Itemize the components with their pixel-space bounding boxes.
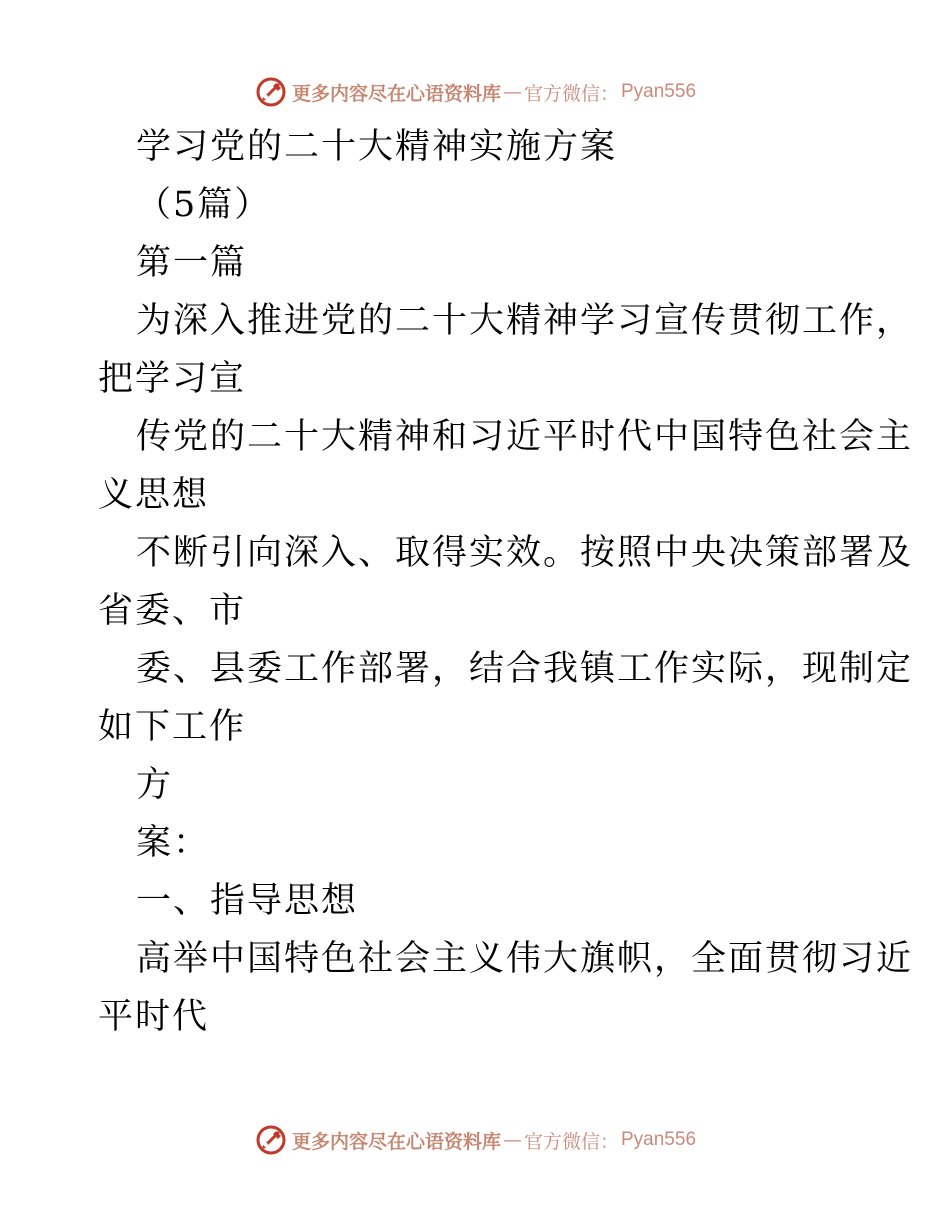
header-watermark bbox=[0, 72, 950, 112]
pen-circle-logo-icon bbox=[254, 1123, 288, 1157]
watermark-label: 官方微信： bbox=[523, 1130, 619, 1153]
watermark-dash: — bbox=[502, 1129, 522, 1151]
paragraph-line: 不断引向深入、取得实效。按照中央决策部署及 bbox=[136, 533, 914, 573]
paragraph-line: 义思想 bbox=[98, 475, 210, 515]
document-subtitle: （5篇） bbox=[136, 185, 272, 225]
paragraph-line: 为深入推进党的二十大精神学习宣传贯彻工作， bbox=[136, 301, 914, 341]
document-title: 学习党的二十大精神实施方案 bbox=[136, 127, 618, 167]
paragraph-line: 传党的二十大精神和习近平时代中国特色社会主 bbox=[136, 417, 914, 457]
paragraph-line: 案： bbox=[136, 823, 211, 863]
footer-watermark bbox=[0, 1120, 950, 1160]
paragraph-line: 高举中国特色社会主义伟大旗帜，全面贯彻习近 bbox=[136, 939, 914, 979]
document-body bbox=[98, 118, 914, 1046]
paragraph-line: 方 bbox=[136, 765, 174, 805]
paragraph-line: 省委、市 bbox=[98, 591, 247, 631]
paragraph-line: 把学习宣 bbox=[98, 359, 247, 399]
watermark-brand-text: 更多内容尽在心语资料库 bbox=[291, 1130, 501, 1153]
watermark-brand-text: 更多内容尽在心语资料库 bbox=[291, 82, 501, 105]
watermark-label: 官方微信： bbox=[523, 82, 619, 105]
paragraph-line: 委、县委工作部署，结合我镇工作实际，现制定 bbox=[136, 649, 914, 689]
section-heading: 第一篇 bbox=[136, 243, 248, 283]
pen-circle-logo-icon bbox=[254, 75, 288, 109]
watermark-account: Pyan556 bbox=[621, 1129, 697, 1150]
paragraph-line: 平时代 bbox=[98, 997, 210, 1037]
watermark-dash: — bbox=[502, 81, 522, 103]
section-heading: 一、指导思想 bbox=[136, 881, 359, 921]
paragraph-line: 如下工作 bbox=[98, 707, 247, 747]
watermark-account: Pyan556 bbox=[621, 81, 697, 102]
